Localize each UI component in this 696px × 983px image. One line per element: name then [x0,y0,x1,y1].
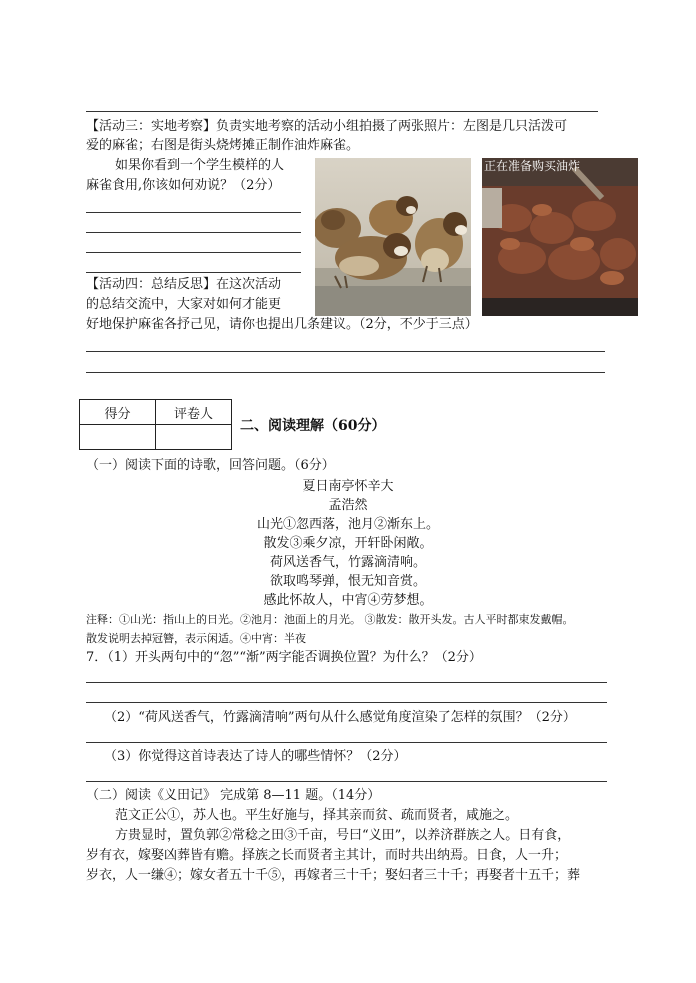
poem-note-line1: 注释：①山光：指山上的日光。②池月：池面上的月光。 ③散发：散开头发。古人平时都束发戴帽。 [86,613,574,626]
answer-line [86,702,607,703]
passage-paragraph2-line1: 方贵显时，置负郭②常稔之田③千亩，号曰“义田”，以养济群族之人。日有食， [115,828,571,843]
answer-line [86,351,605,352]
sparrows-photo [315,158,471,316]
grader-cell[interactable] [156,425,232,450]
fried-sparrows-photo [482,158,638,316]
activity3-question-line1: 如果你看到一个学生模样的人 [115,158,285,173]
passage-paragraph2-line3: 岁衣，人一缣④；嫁女者五十千⑤，再嫁者三十千；娶妇者三十千；再娶者十五千；葬 [86,868,581,883]
question-7-3: （3）你觉得这首诗表达了诗人的哪些情怀？（2分） [104,749,407,764]
poem-author: 孟浩然 [328,498,368,513]
poem-title: 夏日南亭怀辛大 [302,479,394,494]
score-cell[interactable] [80,425,156,450]
activity3-line2: 爱的麻雀；右图是街头烧烤摊正制作油炸麻雀。 [86,138,360,153]
question-7-2: （2）“荷风送香气，竹露滴清响”两句从什么感觉角度渲染了怎样的氛围？（2分） [104,710,576,725]
answer-line [86,781,607,782]
passage-paragraph1: 范文正公①，苏人也。平生好施与，择其亲而贫、疏而贤者，咸施之。 [115,808,519,823]
answer-line [86,372,605,373]
activity4-line2: 的总结交流中，大家对如何才能更 [86,297,282,312]
activity3-line1: 【活动三：实地考察】负责实地考察的活动小组拍摄了两张照片：左图是几只活泼可 [86,119,568,134]
answer-line [86,252,301,253]
score-header: 得分 [80,400,156,425]
poem-line: 散发③乘夕凉，开轩卧闲敞。 [263,536,433,551]
grader-header: 评卷人 [156,400,232,425]
poem-note-line2: 散发说明去掉冠簪，表示闲适。④中宵：半夜 [86,632,306,645]
activity3-question-line2: 麻雀食用,你该如何劝说？（2分） [86,178,281,193]
top-rule [86,111,598,112]
answer-line [86,272,301,273]
photo-caption: 正在准备购买油炸 [484,159,581,173]
question-7-1: 7．（1）开头两句中的“忽”“渐”两字能否调换位置？为什么？（2分） [86,650,482,665]
passage-paragraph2-line2: 岁有衣，嫁娶凶葬皆有赡。择族之长而贤者主其计，而时共出纳焉。日食，人一升； [86,848,568,863]
activity4-line1: 【活动四：总结反思】在这次活动 [86,277,282,292]
part1-intro: （一）阅读下面的诗歌，回答问题。（6分） [86,458,335,473]
answer-line [86,232,301,233]
answer-line [86,682,607,683]
poem-line: 感此怀故人，中宵④劳梦想。 [263,593,433,608]
part2-intro: （二）阅读《义田记》 完成第 8—11 题。（14分） [86,788,381,803]
answer-line [86,742,607,743]
score-table [79,399,232,450]
poem-line: 山光①忽西落，池月②渐东上。 [256,517,439,532]
activity4-line3: 好地保护麻雀各抒己见，请你也提出几条建议。（2分，不少于三点） [86,317,478,332]
poem-line: 荷风送香气，竹露滴清响。 [269,555,426,570]
answer-line [86,212,301,213]
section-title: 二、阅读理解（60分） [240,418,386,434]
poem-line: 欲取鸣琴弹，恨无知音赏。 [269,574,426,589]
